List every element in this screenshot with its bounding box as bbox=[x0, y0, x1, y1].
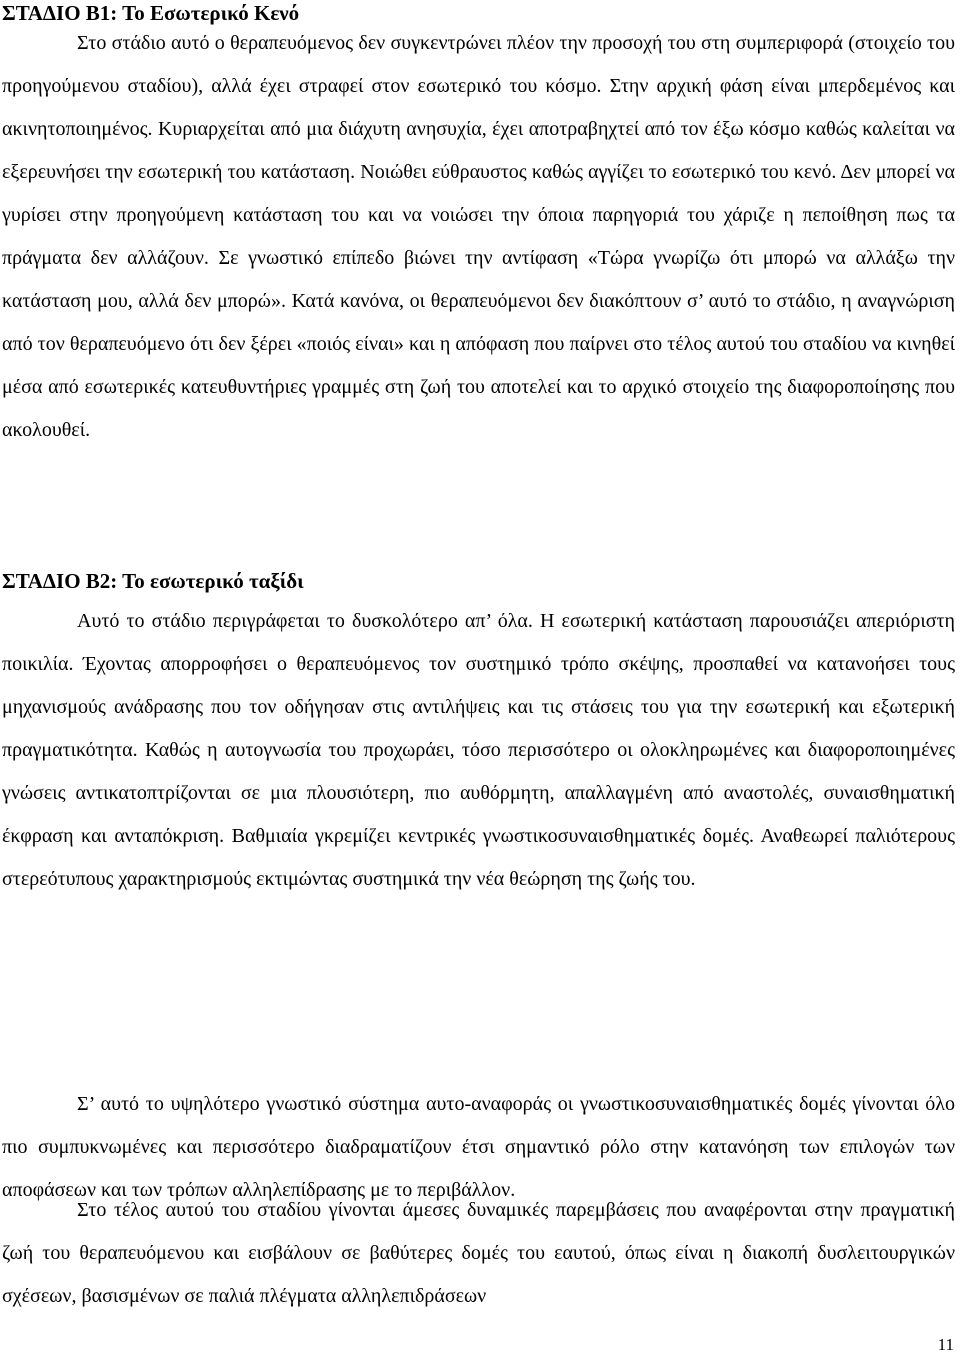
section-heading-b1: ΣΤΑΔΙΟ Β1: Το Εσωτερικό Κενό bbox=[2, 1, 300, 25]
paragraph-b2-2: Σ’ αυτό το υψηλότερο γνωστικό σύστημα αυτο-αναφοράς οι γνωστικοσυναισθηματικές δομές γίνονται όλο πιο συμπυκνωμένες και περισσότερο διαδραματίζουν έτσι σημαντικό ρόλο στην κατανόηση των επιλογών των αποφάσεων και των τρόπων αλληλεπίδρασης με το περιβάλλον. bbox=[2, 1093, 955, 1201]
paragraph-b2-3: Στο τέλος αυτού του σταδίου γίνονται άμεσες δυναμικές παρεμβάσεις που αναφέρονται στην πραγματική ζωή του θεραπευόμενου και εισβάλουν σε βαθύτερες δομές του εαυτού, όπως είναι η διακοπή δυσλειτουργικών σχέσεων, βασισμένων σε παλιά πλέγματα αλληλεπιδράσεων bbox=[2, 1199, 955, 1307]
page-number: 11 bbox=[937, 1335, 954, 1354]
section-heading-b2: ΣΤΑΔΙΟ Β2: Το εσωτερικό ταξίδι bbox=[2, 569, 304, 593]
paragraph-b1: Στο στάδιο αυτό ο θεραπευόμενος δεν συγκεντρώνει πλέον την προσοχή του στη συμπεριφορά (στοιχείο του προηγούμενου σταδίου), αλλά έχει στραφεί στον εσωτερικό του κόσμο. Στην αρχική φάση είναι μπερδεμένος και ακινητοποιημένος. Κυριαρχείται από μια διάχυτη ανησυχία, έχει αποτραβηχτεί από τον έξω κόσμο καθώς καλείται να εξερευνήσει την εσωτερική του κατάσταση. Νοιώθει εύθραυστος καθώς αγγίζει το εσωτερικό του κενό. Δεν μπορεί να γυρίσει στην προηγούμενη κατάσταση του και να νοιώσει την όποια παρηγοριά του χάριζε η πεποίθηση πως τα πράγματα δεν αλλάζουν. Σε γνωστικό επίπεδο βιώνει την αντίφαση «Τώρα γνωρίζω ότι μπορώ να αλλάξω την κατάσταση μου, αλλά δεν μπορώ». Κατά κανόνα, οι θεραπευόμενοι δεν διακόπτουν σ’ αυτό το στάδιο, η αναγνώριση από τον θεραπευόμενο ότι δεν ξέρει «ποιός είναι» και η απόφαση που παίρνει στο τέλος αυτού του σταδίου να κινηθεί μέσα από εσωτερικές κατευθυντήριες γραμμές στη ζωή του αποτελεί και το αρχικό στοιχείο της διαφοροποίησης που ακολουθεί. bbox=[2, 32, 955, 441]
paragraph-b2-1: Αυτό το στάδιο περιγράφεται το δυσκολότερο απ’ όλα. Η εσωτερική κατάσταση παρουσιάζει απεριόριστη ποικιλία. Έχοντας απορροφήσει ο θεραπευόμενος τον συστημικό τρόπο σκέψης, προσπαθεί να κατανοήσει τους μηχανισμούς ανάδρασης που τον οδήγησαν στις αντιλήψεις και τις στάσεις του για την εσωτερική και εξωτερική πραγματικότητα. Καθώς η αυτογνωσία του προχωράει, τόσο περισσότερο οι ολοκληρωμένες και διαφοροποιημένες γνώσεις αντικατοπτρίζονται σε μια πλουσιότερη, πιο αυθόρμητη, απαλλαγμένη από αναστολές, συναισθηματική έκφραση και ανταπόκριση. Βαθμιαία γκρεμίζει κεντρικές γνωστικοσυναισθηματικές δομές. Αναθεωρεί παλιότερους στερεότυπους χαρακτηρισμούς εκτιμώντας συστημικά την νέα θεώρηση της ζωής του. bbox=[2, 610, 955, 890]
